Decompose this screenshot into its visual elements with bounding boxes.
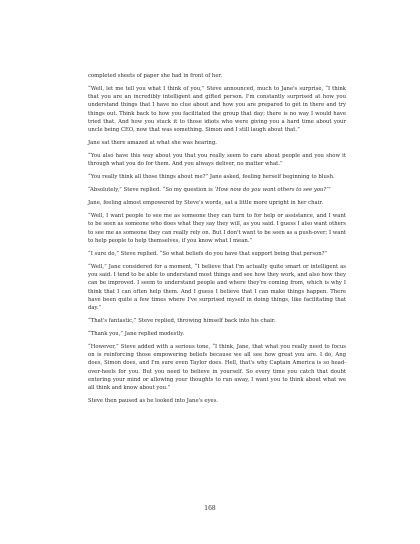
paragraph: “You really think all those things about me?” Jane asked, feeling herself beginning to blush. — [88, 174, 335, 181]
paragraph: “You also have this way about you that you really seem to care about people and you show it through what you do for them. And you always deliver, no matter what.” — [88, 153, 346, 168]
paragraph: “I sure do,” Steve replied. “So what beliefs do you have that support being that person?” — [88, 250, 328, 257]
paragraph: “Well,” Jane considered for a moment, “I believe that I'm actually quite smart or intelligent as you said. I tend to be able to understand most things and see how they work, and also how they can be improved. I seem to understand people and where they're coming from, which is why I think that I can often help them. And I guess I believe that I can make things happen. There have been quite a few times where I've surprised myself in doing things, like facilitating that day.” — [88, 263, 346, 312]
paragraph: “That's fantastic,” Steve replied, throwing himself back into his chair. — [88, 318, 276, 325]
page-number: 168 — [204, 505, 216, 512]
paragraph: “However,” Steve added with a serious tone, “I think, Jane, that what you really need to focus on is reinforcing those empowering beliefs because we all see how great you are. I do, Ang does, Simon does, and I'm sure even Taylor does. Hell, that's why Captain America is so head-over-heels for you. But you need to believe in yourself. So every time you catch that doubt entering your mind or allowing your thoughts to run away, I want you to think about what we all think and know about you.” — [88, 343, 346, 392]
paragraph: “Thank you,” Jane replied modestly. — [88, 330, 185, 337]
paragraph: Jane, feeling almost empowered by Steve's words, sat a little more upright in her chair. — [88, 200, 324, 207]
paragraph: “Well, let me tell you what I think of you,” Steve announced, much to Jane's surprise, “I think that you are an incredibly intelligent and gifted person. I'm constantly surprised at how you understand things that I have no clue about and how you are prepared to get in there and try things out. Think back to how you facilitated the group that day; there is no way I would have tried that. And how you stuck it to those idiots who were giving you a hard time about your uncle being CEO, now that was something. Simon and I still laugh about that.” — [88, 85, 346, 134]
paragraph: Steve then paused as he looked into Jane's eyes. — [88, 398, 219, 405]
paragraph-emphasis: ‘How now do you want others to see you?’ — [214, 187, 328, 194]
paragraph: completed sheets of paper she had in front of her. — [88, 73, 223, 79]
paragraph — [88, 186, 346, 194]
paragraph-text: “Absolutely,” Steve replied. “So my question is — [88, 187, 215, 194]
paragraph: Jane sat there amazed at what she was hearing. — [88, 140, 217, 147]
body-text — [88, 72, 346, 410]
paragraph-text: ” — [327, 187, 331, 194]
paragraph: “Well, I want people to see me as someone they can turn to for help or assistance, and I want to be seen as someone who does what they say they will, as you said. I guess I also want others to see me as someone they can really rely on. But I don't want to be seen as a push-over; I want to help people to help themselves, if you know what I mean.” — [88, 213, 346, 244]
